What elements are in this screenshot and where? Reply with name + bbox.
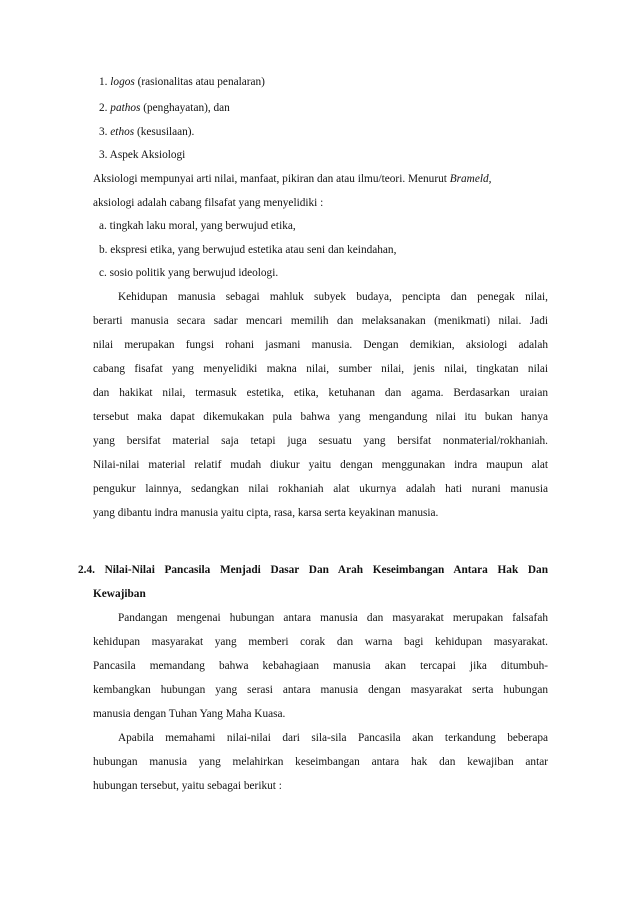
list-item-pathos: 2. pathos (penghayatan), dan bbox=[99, 102, 230, 114]
section-heading-2-4-cont: Kewajiban bbox=[93, 588, 146, 600]
section-paragraph-line: Apabila memahami nilai-nilai dari sila-sila Pancasila akan terkandung beberapa bbox=[118, 732, 548, 744]
aksiologi-paragraph-last-line: yang dibantu indra manusia yaitu cipta, rasa, karsa serta keyakinan manusia. bbox=[93, 507, 439, 519]
aksiologi-item-a: a. tingkah laku moral, yang berwujud etika, bbox=[99, 220, 296, 232]
aksiologi-paragraph-line: berarti manusia secara sadar mencari memilih dan melaksanakan (menikmati) nilai. Jadi bbox=[93, 315, 548, 327]
aksiologi-paragraph-line: cabang fisafat yang menyelidiki makna nilai, sumber nilai, jenis nilai, tingkatan nilai bbox=[93, 363, 548, 375]
section-paragraph-last-line: manusia dengan Tuhan Yang Maha Kuasa. bbox=[93, 708, 286, 720]
aksiologi-paragraph-line: tersebut maka dapat dikemukakan pula bahwa yang mengandung nilai itu bukan hanya bbox=[93, 411, 548, 423]
aksiologi-item-c: c. sosio politik yang berwujud ideologi. bbox=[99, 267, 279, 279]
list-item-logos: 1. logos (rasionalitas atau penalaran) bbox=[99, 76, 265, 88]
aksiologi-paragraph-line: Nilai-nilai material relatif mudah diukur yaitu dengan menggunakan indra maupun alat bbox=[93, 459, 548, 471]
section-paragraph-line: hubungan manusia yang melahirkan keseimbangan antara hak dan kewajiban antar bbox=[93, 756, 548, 768]
list-item-ethos: 3. ethos (kesusilaan). bbox=[99, 126, 195, 138]
aksiologi-paragraph-line: yang bersifat material saja tetapi juga sesuatu yang bersifat nonmaterial/rokhaniah. bbox=[93, 435, 548, 447]
aksiologi-paragraph-line: dan hakikat nilai, termasuk estetika, etika, ketuhanan dan agama. Berdasarkan uraian bbox=[93, 387, 548, 399]
section-paragraph-line: Pandangan mengenai hubungan antara manusia dan masyarakat merupakan falsafah bbox=[118, 612, 548, 624]
section-paragraph-line: kembangkan hubungan yang serasi antara manusia dengan masyarakat serta hubungan bbox=[93, 684, 548, 696]
section-paragraph-line: Pancasila memandang bahwa kebahagiaan manusia akan tercapai jika ditumbuh- bbox=[93, 660, 548, 672]
section-heading-2-4: 2.4. Nilai-Nilai Pancasila Menjadi Dasar Dan Arah Keseimbangan Antara Hak Dan bbox=[78, 564, 548, 576]
aksiologi-paragraph-line: nilai merupakan fungsi rohani jasmani manusia. Dengan demikian, aksiologi adalah bbox=[93, 339, 548, 351]
aksiologi-title: 3. Aspek Aksiologi bbox=[99, 149, 186, 161]
aksiologi-definition-line-1: Aksiologi mempunyai arti nilai, manfaat, pikiran dan atau ilmu/teori. Menurut Brameld, bbox=[93, 173, 492, 185]
aksiologi-paragraph-line: pengukur lainnya, sedangkan nilai rokhaniah alat ukurnya adalah hati nurani manusia bbox=[93, 483, 548, 495]
section-paragraph-last-line: hubungan tersebut, yaitu sebagai berikut : bbox=[93, 780, 282, 792]
aksiologi-definition-line-2: aksiologi adalah cabang filsafat yang menyelidiki : bbox=[93, 197, 324, 209]
aksiologi-paragraph-line: Kehidupan manusia sebagai mahluk subyek budaya, pencipta dan penegak nilai, bbox=[118, 291, 548, 303]
section-paragraph-line: kehidupan masyarakat yang memberi corak dan warna bagi kehidupan masyarakat. bbox=[93, 636, 548, 648]
aksiologi-item-b: b. ekspresi etika, yang berwujud estetika atau seni dan keindahan, bbox=[99, 244, 397, 256]
